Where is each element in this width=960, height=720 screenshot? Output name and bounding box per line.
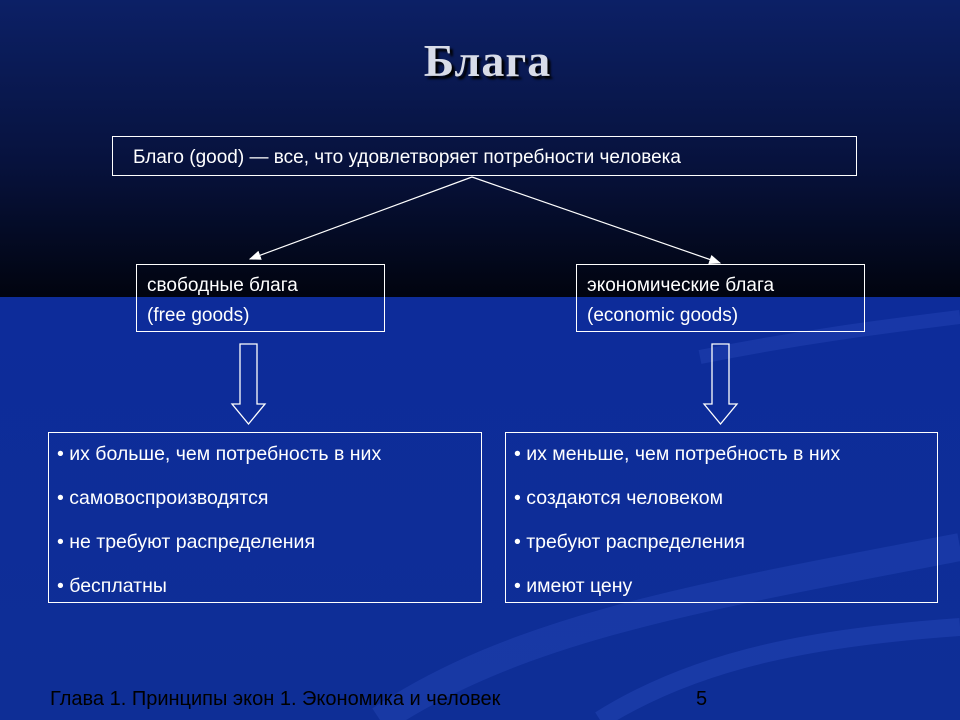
footer-chapter: Глава 1. Принципы экон 1. Экономика и человек [50, 688, 501, 710]
list-item: • создаются человеком [514, 482, 937, 526]
list-item: • их меньше, чем потребность в них [514, 438, 937, 482]
free-goods-title: свободные блага [147, 275, 298, 296]
economic-goods-subtitle: (economic goods) [587, 305, 739, 326]
list-item: • не требуют распределения [57, 526, 481, 570]
list-item: • самовоспроизводятся [57, 482, 481, 526]
economic-goods-title: экономические блага [587, 275, 775, 296]
arrow-to-free-goods [250, 177, 472, 259]
economic-goods-properties [505, 432, 938, 603]
slide-title: Блага [423, 35, 552, 86]
down-arrow-right-icon [704, 344, 737, 424]
arrow-to-economic-goods [472, 177, 720, 263]
footer-page-number: 5 [696, 688, 708, 710]
list-item: • бесплатны [57, 570, 481, 614]
economic-goods-box [576, 264, 865, 332]
free-goods-box [136, 264, 385, 332]
definition-text: Благо (good) — все, что удовлетворяет потребности человека [133, 147, 681, 168]
list-item: • требуют распределения [514, 526, 937, 570]
free-goods-subtitle: (free goods) [147, 305, 250, 326]
list-item: • имеют цену [514, 570, 937, 614]
free-goods-properties [48, 432, 482, 603]
down-arrow-left-icon [232, 344, 265, 424]
list-item: • их больше, чем потребность в них [57, 438, 481, 482]
